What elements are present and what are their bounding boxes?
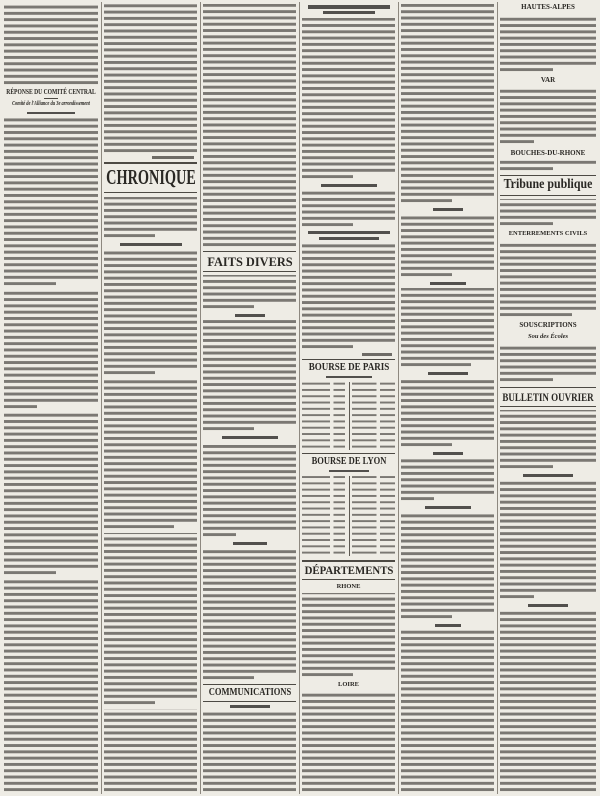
subheading-line (523, 474, 573, 477)
article-text (104, 197, 197, 239)
separator (203, 251, 296, 252)
article-heading: RÉPONSE DU COMITÉ CENTRAL (6, 88, 96, 96)
subheading-line (433, 208, 463, 211)
region-heading-loire: LOIRE (338, 681, 359, 688)
stock-table (302, 476, 395, 556)
article-text (4, 4, 98, 86)
separator (500, 387, 596, 388)
article-text (401, 288, 494, 368)
subheading-line (233, 542, 267, 545)
article-text (500, 160, 596, 172)
article-text (203, 443, 296, 538)
article-text (500, 610, 596, 793)
subheading-line (428, 372, 468, 375)
article-text (500, 87, 596, 145)
article-text (104, 4, 197, 154)
section-heading-departements: DÉPARTEMENTS (304, 563, 393, 577)
column-rule (200, 2, 201, 794)
separator (500, 175, 596, 176)
article-text (4, 413, 98, 576)
column-rule (101, 2, 102, 794)
article-text (401, 378, 494, 448)
section-heading-souscriptions: SOUSCRIPTIONS (519, 321, 577, 329)
subheading-line (425, 506, 471, 509)
article-text (302, 18, 395, 180)
column-rule (497, 2, 498, 794)
separator (302, 560, 395, 562)
separator (302, 359, 395, 360)
article-text (302, 244, 395, 350)
article-text (203, 320, 296, 432)
signature-line (362, 353, 392, 356)
article-text (500, 199, 596, 227)
section-heading-tribune-publique: Tribune publique (503, 177, 593, 192)
subheading-line (430, 282, 466, 285)
separator (203, 271, 296, 272)
subheading-line (323, 11, 375, 14)
article-text (4, 579, 98, 793)
article-text (203, 275, 296, 310)
column-2 (104, 0, 197, 796)
section-heading-chronique: CHRONIQUE (105, 165, 196, 189)
date-line (326, 376, 372, 378)
date-line (329, 470, 369, 472)
separator (104, 162, 197, 164)
article-text (500, 410, 596, 470)
subheading-line (433, 452, 463, 455)
region-heading-var: VAR (540, 76, 556, 84)
separator (302, 453, 395, 454)
article-text (104, 533, 197, 706)
subheading-line (321, 184, 377, 187)
subheading-line (308, 5, 390, 9)
subheading-line (435, 624, 461, 627)
region-heading-bouches-du-rhone: BOUCHES-DU-RHONE (510, 149, 586, 157)
column-6 (500, 0, 596, 796)
stock-table (302, 382, 395, 450)
column-rule (398, 2, 399, 794)
subheading-line (120, 243, 182, 246)
subheading-line (308, 231, 390, 234)
column-3 (203, 0, 296, 796)
region-heading-rhone: RHONE (336, 583, 361, 590)
article-text (302, 593, 395, 678)
separator (302, 579, 395, 580)
article-text (4, 117, 98, 287)
article-text (401, 630, 494, 793)
separator (44, 98, 58, 99)
separator (500, 195, 596, 196)
article-text (4, 290, 98, 410)
article-text (401, 512, 494, 620)
subheading-line (230, 705, 270, 708)
column-4 (302, 0, 395, 796)
article-text (401, 4, 494, 204)
section-heading-faits-divers: FAITS DIVERS (206, 254, 293, 269)
subheading-line (222, 436, 278, 439)
separator (203, 701, 296, 702)
signature-line (152, 156, 194, 159)
column-rule (299, 2, 300, 794)
article-text (104, 379, 197, 530)
section-heading-bourse-paris: BOURSE DE PARIS (308, 361, 389, 373)
region-heading-hautes-alpes: HAUTES-ALPES (521, 3, 575, 11)
article-text (104, 709, 197, 793)
article-text (500, 345, 596, 383)
article-text (302, 691, 395, 793)
article-text (203, 549, 296, 681)
section-heading-bulletin-ouvrier: BULLETIN OUVRIER (502, 390, 594, 404)
article-text (500, 242, 596, 318)
separator (104, 192, 197, 193)
column-1 (4, 0, 98, 796)
separator (203, 684, 296, 685)
subheading-line (528, 604, 568, 607)
article-text (500, 15, 596, 73)
article-text (401, 214, 494, 278)
article-text (104, 250, 197, 376)
article-text (401, 458, 494, 502)
subheading-sou-des-ecoles: Sou des Écoles (527, 333, 569, 340)
separator (500, 406, 596, 407)
section-heading-bourse-lyon: BOURSE DE LYON (311, 456, 386, 467)
subheading-line (235, 314, 265, 317)
section-heading-enterrements-civils: ENTERREMENTS CIVILS (508, 230, 588, 237)
article-text (203, 712, 296, 793)
article-text (203, 4, 296, 248)
section-heading-communications: COMMUNICATIONS (208, 687, 291, 698)
column-5 (401, 0, 494, 796)
salutation-line (27, 112, 75, 114)
subheading-line (319, 237, 379, 240)
article-subheading: Comité de l'Alliance du 3e arrondissement (12, 101, 90, 107)
article-text (500, 480, 596, 600)
article-text (302, 191, 395, 228)
